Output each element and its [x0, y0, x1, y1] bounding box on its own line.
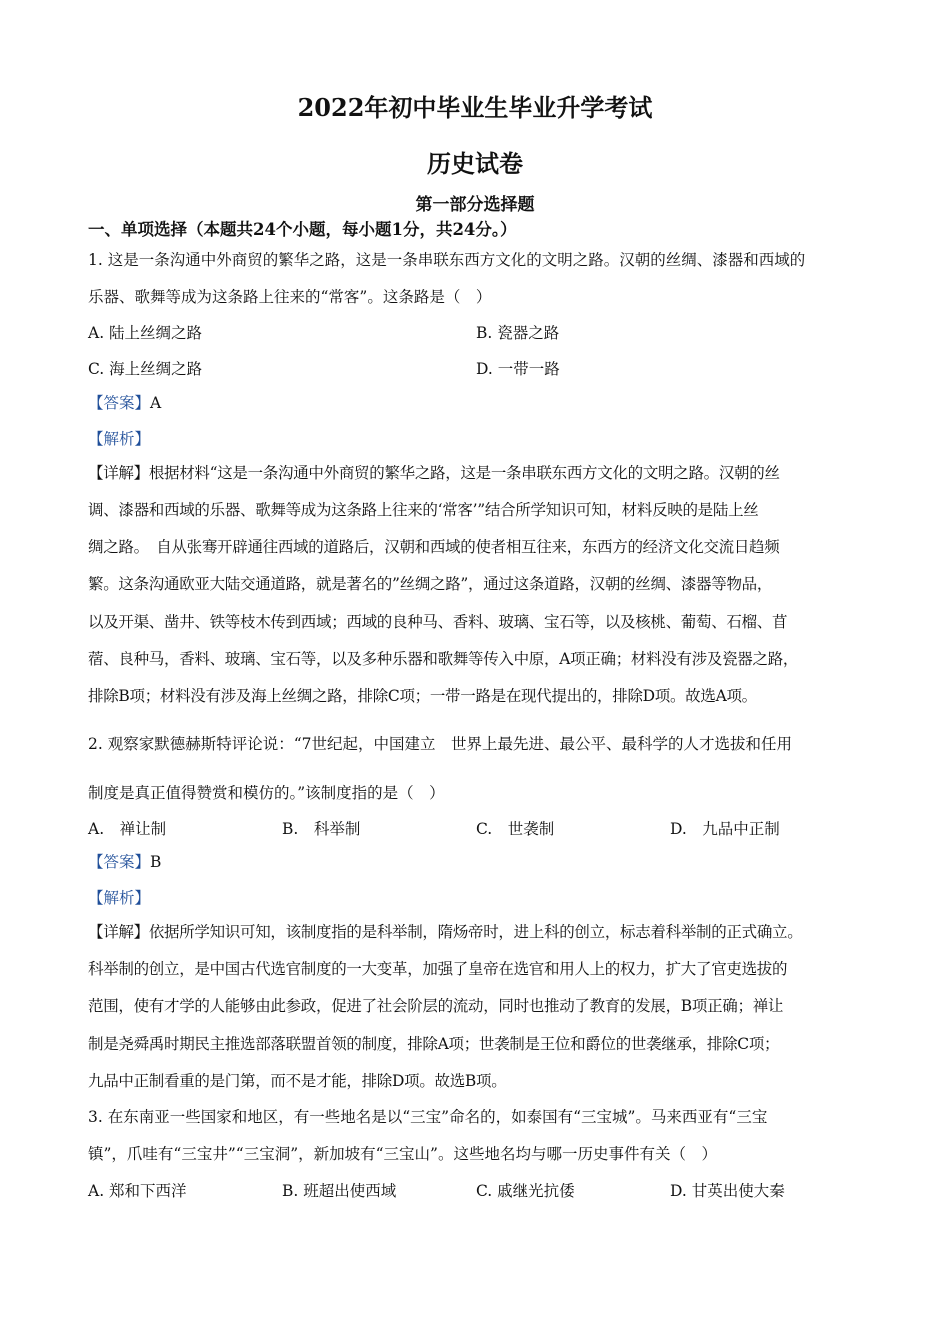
q2-option-a: A. 禅让制 [88, 820, 167, 838]
q2-answer-value: B [150, 853, 162, 871]
q1-stem-line-2: 乐器、歌舞等成为这条路上往来的“常客”。这条路是（ ） [88, 288, 492, 306]
subject-title: 历史试卷 [427, 149, 523, 178]
exam-title: 2022年初中毕业生毕业升学考试 [297, 93, 653, 122]
section-heading: 一、单项选择（本题共24个小题，每小题1分，共24分。） [88, 220, 517, 239]
q1-stem-line-1: 1. 这是一条沟通中外商贸的繁华之路，这是一条串联东西方文化的文明之路。汉朝的丝绸、漆器和西域的 [88, 251, 806, 269]
q3-option-b: B. 班超出使西域 [282, 1182, 397, 1200]
q2-option-d: D. 九品中正制 [670, 820, 780, 838]
q1-detail-line-3: 绸之路。 自从张骞开辟通往西域的道路后，汉朝和西域的使者相互往来，东西方的经济文化交流日趋频 [88, 538, 780, 556]
answer-label: 【答案】 [88, 394, 151, 412]
q3-stem-line-1: 3. 在东南亚一些国家和地区，有一些地名是以“三宝”命名的，如泰国有“三宝城”。马来西亚有“三宝 [88, 1108, 768, 1126]
q1-detail-line-2: 调、漆器和西域的乐器、歌舞等成为这条路上往来的‘常客’”结合所学知识可知，材料反映的是陆上丝 [88, 501, 759, 519]
q1-answer [88, 392, 868, 414]
q3-stem-line-2: 镇”，爪哇有“三宝井”“三宝洞”，新加坡有“三宝山”。这些地名均与哪一历史事件有关（ ） [88, 1145, 717, 1163]
q2-stem-line-2: 制度是真正值得赞赏和模仿的。”该制度指的是（ ） [88, 784, 445, 802]
q2-option-c: C. 世袭制 [476, 820, 555, 838]
q2-answer [88, 851, 868, 873]
q2-detail-line-3: 范围，使有才学的人能够由此参政，促进了社会阶层的流动，同时也推动了教育的发展，B项正确；禅让 [88, 997, 784, 1015]
detail-label: 【详解】 [88, 464, 149, 482]
q1-detail-line-5: 以及开渠、凿井、铁等枝木传到西域；西域的良种马、香料、玻璃、宝石等，以及核桃、葡萄、石榴、苜 [88, 613, 788, 631]
q1-option-b: B. 瓷器之路 [476, 324, 560, 342]
q2-detail-line-5: 九品中正制看重的是门第，而不是才能，排除D项。故选B项。 [88, 1072, 507, 1090]
q2-detail-line-4: 制是尧舜禹时期民主推选部落联盟首领的制度，排除A项；世袭制是王位和爵位的世袭继承，排除C项； [88, 1035, 780, 1053]
q1-answer-value: A [150, 394, 162, 412]
q3-option-d: D. 甘英出使大秦 [670, 1182, 785, 1200]
q1-option-c: C. 海上丝绸之路 [88, 360, 203, 378]
q1-detail-line-1: 【详解】根据材料“这是一条沟通中外商贸的繁华之路，这是一条串联东西方文化的文明之路。汉朝的丝 [88, 464, 780, 482]
detail-label: 【详解】 [88, 923, 149, 941]
q2-detail-line-1: 【详解】依据所学知识可知，该制度指的是科举制，隋炀帝时，进上科的创立，标志着科举制的正式确立。 [88, 923, 803, 941]
q2-detail-line-2: 科举制的创立，是中国古代选官制度的一大变革，加强了皇帝在选官和用人上的权力，扩大了官吏选拔的 [88, 960, 788, 978]
part-title: 第一部分选择题 [415, 195, 535, 215]
q1-detail-line-6: 蓿、良种马，香料、玻璃、宝石等，以及多种乐器和歌舞等传入中原，A项正确；材料没有涉及瓷器之路， [88, 650, 799, 668]
answer-label: 【答案】 [88, 853, 151, 871]
q1-option-d: D. 一带一路 [476, 360, 560, 378]
q3-option-c: C. 戚继光抗倭 [476, 1182, 575, 1200]
q1-option-a: A. 陆上丝绸之路 [88, 324, 203, 342]
q2-option-b: B. 科举制 [282, 820, 361, 838]
q2-analysis-label: 【解析】 [88, 889, 151, 907]
q1-detail-line-4: 繁。这条沟通欧亚大陆交通道路，就是著名的”丝绸之路”，通过这条道路，汉朝的丝绸、漆器等物品， [88, 575, 773, 593]
q1-analysis-label: 【解析】 [88, 430, 151, 448]
q2-stem-line-1: 2. 观察家默德赫斯特评论说：“7世纪起，中国建立 世界上最先进、最公平、最科学的人才选拔和任用 [88, 735, 793, 753]
q1-detail-line-7: 排除B项；材料没有涉及海上丝绸之路，排除C项；一带一路是在现代提出的，排除D项。故选A项。 [88, 687, 757, 705]
q3-option-a: A. 郑和下西洋 [88, 1182, 187, 1200]
